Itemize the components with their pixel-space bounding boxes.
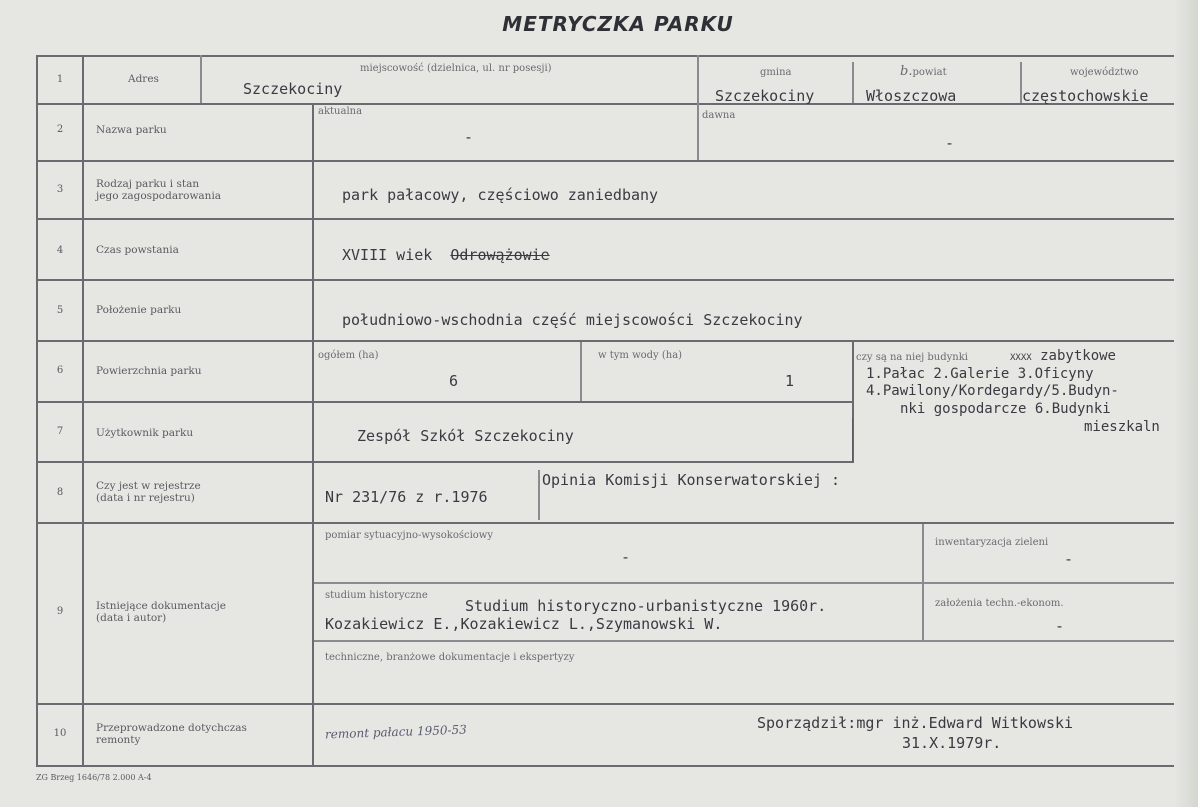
label-czas: Czas powstania xyxy=(96,244,179,256)
rule-9 xyxy=(36,703,1196,705)
budynki-line-5: mieszkaln xyxy=(1084,419,1160,435)
label-rejestr-2: (data i nr rejestru) xyxy=(96,492,195,504)
ogolem-label: ogółem (ha) xyxy=(318,350,379,361)
rule-num xyxy=(82,55,84,767)
aktualna-value: - xyxy=(464,128,474,146)
binding-edge xyxy=(1174,0,1198,807)
dawna-value: - xyxy=(945,134,955,152)
print-footer: ZG Brzeg 1646/78 2.000 A-4 xyxy=(36,773,152,782)
rule-9b xyxy=(314,640,1196,642)
row-number: 9 xyxy=(56,606,64,617)
opinia-text: Opinia Komisji Konserwatorskiej : xyxy=(542,471,841,489)
polozenie-value: południowo-wschodnia część miejscowości Szczekociny xyxy=(342,311,803,329)
rule-3 xyxy=(36,218,1196,220)
inwent-value: - xyxy=(1064,550,1074,568)
label-remonty-2: remonty xyxy=(96,734,141,746)
row-number: 6 xyxy=(56,365,64,376)
label-rodzaj-1: Rodzaj parku i stan xyxy=(96,178,200,190)
inwent-label: inwentaryzacja zieleni xyxy=(935,537,1049,548)
rule-5 xyxy=(36,340,1196,342)
rule-4 xyxy=(36,279,1196,281)
studium-line-1: Studium historyczno-urbanistyczne 1960r. xyxy=(465,597,827,615)
label-dokumentacje-2: (data i autor) xyxy=(96,612,167,624)
remonty-handwritten: remont pałacu 1950-53 xyxy=(324,722,468,742)
row-number: 5 xyxy=(56,305,64,316)
rule-label xyxy=(312,103,314,765)
budynki-line-2: 1.Pałac 2.Galerie 3.Oficyny xyxy=(866,366,1094,382)
rejestr-value: Nr 231/76 z r.1976 xyxy=(325,488,488,506)
rule-2 xyxy=(36,160,1196,162)
rule-adres xyxy=(200,55,202,103)
rule-8 xyxy=(36,522,1196,524)
pomiar-label: pomiar sytuacyjno-wysokościowy xyxy=(325,530,494,541)
studium-line-2: Kozakiewicz E.,Kozakiewicz L.,Szymanowski W. xyxy=(325,615,723,633)
label-dokumentacje-1: Istniejące dokumentacje xyxy=(96,600,226,612)
wojewodztwo-label: województwo xyxy=(1070,67,1139,78)
wojewodztwo-value: częstochowskie xyxy=(1022,87,1149,105)
zalozenia-label: założenia techn.-ekonom. xyxy=(935,598,1064,609)
label-remonty-1: Przeprowadzone dotychczas xyxy=(96,722,247,734)
wody-value: 1 xyxy=(785,372,795,390)
dawna-label: dawna xyxy=(702,110,736,121)
rule-gmina xyxy=(697,55,699,160)
czas-value-text: XVIII wiek xyxy=(342,246,433,264)
budynki-line-4: nki gospodarcze 6.Budynki xyxy=(900,401,1111,417)
rule-top xyxy=(36,55,1196,57)
gmina-value: Szczekociny xyxy=(715,87,815,105)
row-number: 8 xyxy=(56,487,64,498)
form-title: METRYCZKA PARKU xyxy=(502,12,734,36)
rule-7 xyxy=(36,461,854,463)
miejscowosc-label: miejscowość (dzielnica, ul. nr posesji) xyxy=(360,63,552,74)
powiat-prefix: b. xyxy=(900,64,913,79)
sporzadzil-line-1: Sporządził:mgr inż.Edward Witkowski xyxy=(757,714,1074,732)
label-polozenie: Położenie parku xyxy=(96,304,182,316)
gmina-label: gmina xyxy=(760,67,792,78)
row-number: 2 xyxy=(56,124,64,135)
zalozenia-value: - xyxy=(1055,617,1065,635)
budynki-rule-typed xyxy=(852,418,853,462)
label-powierzchnia: Powierzchnia parku xyxy=(96,365,202,377)
aktualna-label: aktualna xyxy=(318,106,363,117)
powiat-label xyxy=(900,64,947,79)
budynki-zabytkowe: zabytkowe xyxy=(1040,348,1116,364)
rule-left xyxy=(36,55,38,767)
miejscowosc-value: Szczekociny xyxy=(243,80,343,98)
label-adres: Adres xyxy=(128,73,159,85)
sporzadzil-line-2: 31.X.1979r. xyxy=(902,734,1002,752)
budynki-overtype xyxy=(1010,348,1116,364)
row-number: 7 xyxy=(56,426,64,437)
budynki-label: czy są na niej budynki xyxy=(856,352,968,363)
label-uzytkownik: Użytkownik parku xyxy=(96,427,194,439)
ogolem-value: 6 xyxy=(449,372,459,390)
budynki-overtype-text: XXXX xyxy=(1010,353,1032,363)
rule-6 xyxy=(36,401,854,403)
czas-struck-text: Odrowążowie xyxy=(450,246,550,264)
row-number: 10 xyxy=(53,728,67,739)
row-number: 3 xyxy=(56,184,64,195)
row-number: 4 xyxy=(56,245,64,256)
pomiar-value: - xyxy=(621,548,631,566)
rule-9a xyxy=(314,582,1196,584)
techniczne-label: techniczne, branżowe dokumentacje i ekspertyzy xyxy=(325,652,575,663)
budynki-line-3: 4.Pawilony/Kordegardy/5.Budyn- xyxy=(866,383,1119,399)
czas-value xyxy=(342,246,550,264)
label-nazwa: Nazwa parku xyxy=(96,124,167,136)
rule-inwent xyxy=(922,524,924,640)
rodzaj-value: park pałacowy, częściowo zaniedbany xyxy=(342,186,659,204)
powiat-label-text: powiat xyxy=(912,67,947,78)
row-number: 1 xyxy=(56,74,64,85)
powiat-value: Włoszczowa xyxy=(866,87,957,105)
rule-wody xyxy=(580,342,582,401)
label-rejestr-1: Czy jest w rejestrze xyxy=(96,480,201,492)
wody-label: w tym wody (ha) xyxy=(598,350,683,361)
label-rodzaj-2: jego zagospodarowania xyxy=(96,190,222,202)
uzytkownik-value: Zespół Szkół Szczekociny xyxy=(357,427,574,445)
rule-bottom xyxy=(36,765,1196,767)
studium-label: studium historyczne xyxy=(325,590,428,601)
rule-powiat xyxy=(852,62,854,103)
opinia-rule xyxy=(538,470,540,520)
